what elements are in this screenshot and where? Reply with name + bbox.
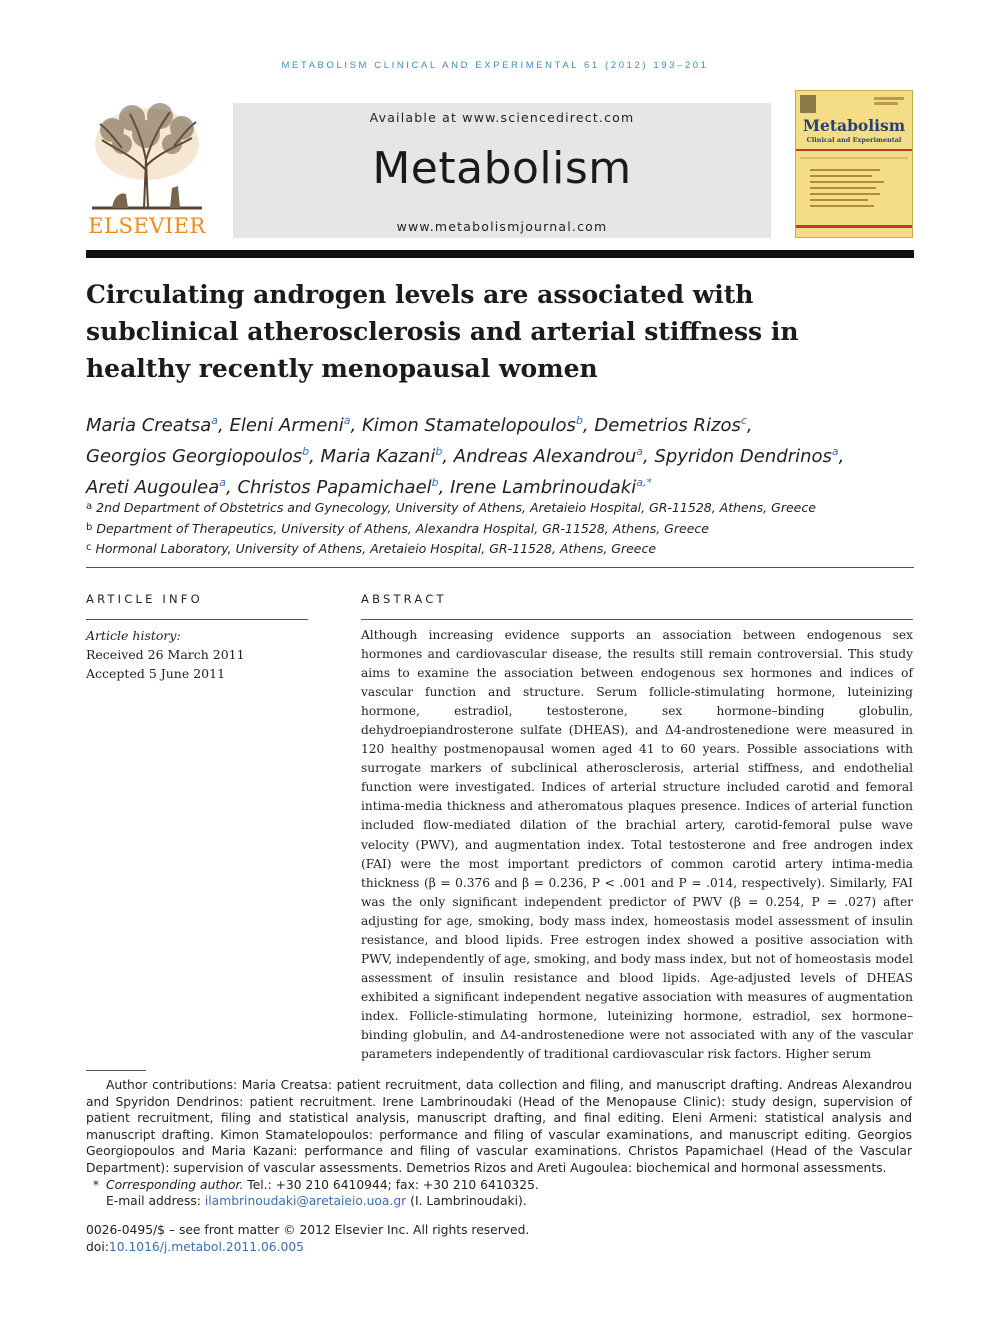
author-separator: , [218,415,230,436]
footnotes [86,1077,912,1210]
affiliation-marker: b [86,521,93,533]
received-date: Received 26 March 2011 [86,647,245,662]
author[interactable] [86,415,229,436]
affiliation [86,538,916,559]
copyright-line: 0026-0495/$ – see front matter © 2012 Elsevier Inc. All rights reserved. [86,1223,530,1237]
author-separator: , [309,446,321,467]
author-name: Georgios Georgiopoulos [86,446,303,467]
journal-cover [795,90,913,238]
cover-decoration [796,91,912,237]
article-info-rule [86,619,308,620]
header-rule [86,250,914,258]
author-separator: , [838,446,845,467]
author-separator: , [226,477,238,498]
cover-title: Metabolism [802,116,906,135]
affiliation-mark[interactable]: a [636,445,643,458]
author[interactable] [594,415,752,436]
author[interactable] [450,477,652,498]
author-separator: , [582,415,595,436]
corresponding-author-note [86,1177,912,1194]
author-separator: , [442,446,454,467]
affiliation-mark[interactable]: a [211,414,219,427]
author-separator: , [643,446,655,467]
affiliation-mark[interactable]: a [831,445,839,458]
author[interactable] [86,446,321,467]
abstract-text: Although increasing evidence supports an association between endogenous sex hormones and cardiovascular disease, the results still remain controversial. This study aims to examine the association between endogenous sex hormones and indices of vascular function and structure. Serum follicle-stimulating hormone, luteinizing hormone, estradiol, testosterone, sex hormone–binding globulin, dehydroepiandrosterone sulfate (DHEAS), and Δ4-androstenedione were measured in 120 healthy postmenopausal women aged 41 to 60 years. Possible associations with surrogate markers of subclinical atherosclerosis, arterial stiffness, and endothelial function were investigated. Indices of arterial structure included carotid and femoral intima-media thickness and atheromatous plaques presence. Indices of arterial function included flow-mediated dilation of the brachial artery, carotid-femoral pulse wave velocity (PWV), and augmentation index. Total testosterone and free androgen index (FAI) were the most important predictors of common carotid artery intima-media thickness (β = 0.376 and β = 0.236, P < .001 and P = .014, respectively). Similarly, FAI was the only significant independent predictor of PWV (β = 0.254, P = .027) after adjusting for age, smoking, body mass index, homeostasis model assessment of insulin resistance, and blood lipids. Free estrogen index showed a positive association with PWV, independently of age, smoking, and body mass index, but not of homeostasis model assessment of insulin resistance and blood lipids. Age-adjusted levels of DHEAS exhibited a significant independent negative association with measures of augmentation index. Follicle-stimulating hormone, luteinizing hormone, estradiol, sex hormone–binding globulin, and Δ4-androstenedione were not associated with any of the vascular parameters independently of traditional cardiovascular risk factors. Higher serum [361,628,913,1062]
journal-name: Metabolism [372,143,632,194]
article-info-heading: ARTICLE INFO [86,592,203,606]
abstract-heading: ABSTRACT [361,592,447,606]
author[interactable] [237,477,450,498]
corresponding-mark: * [92,1177,100,1192]
article-title: Circulating androgen levels are associated with subclinical atherosclerosis and arterial stiffness in healthy recently menopausal women [86,280,799,383]
cover-subtitle: Clinical and Experimental [806,136,902,144]
author-name: Andreas Alexandrou [453,446,637,467]
email-owner: (I. Lambrinoudaki). [410,1194,527,1209]
copyright-block [86,1222,686,1256]
affiliation [86,497,916,518]
article-history [86,626,308,683]
author[interactable] [654,446,844,467]
phone-fax: Tel.: +30 210 6410944; fax: +30 210 6410325. [247,1177,539,1192]
available-at-text: Available at www.sciencedirect.com [369,110,635,125]
affiliation-mark[interactable]: a,* [636,476,652,489]
author[interactable] [86,477,237,498]
author-name: Christos Papamichael [237,477,432,498]
affiliation-mark[interactable]: b [575,414,583,427]
author-separator: , [350,415,362,436]
author-contributions [86,1077,912,1177]
elsevier-tree-icon [82,100,212,212]
affiliation-text: 2nd Department of Obstetrics and Gynecology, University of Athens, Aretaieio Hospital, GR-11528, Athens, Greece [96,500,816,515]
affiliation-list [86,497,916,559]
affiliation-mark[interactable]: a [219,476,226,489]
author-name: Kimon Stamatelopoulos [361,415,576,436]
running-head: METABOLISM CLINICAL AND EXPERIMENTAL 61 (2012) 193–201 [281,60,709,71]
author-separator: , [746,415,753,436]
affiliation-mark[interactable]: a [343,414,351,427]
history-label: Article history: [86,628,181,643]
affiliation-marker: a [86,501,93,512]
doi-link[interactable]: 10.1016/j.metabol.2011.06.005 [108,1240,304,1254]
elsevier-wordmark: ELSEVIER [88,214,206,238]
author-separator: , [438,477,451,498]
author[interactable] [229,415,362,436]
affiliation-text: Department of Therapeutics, University of Athens, Alexandra Hospital, GR-11528, Athens, Greece [96,520,709,536]
affiliation-mark[interactable]: b [431,476,439,489]
doi-label: doi: [86,1240,109,1254]
affiliation-text: Hormonal Laboratory, University of Athens, Aretaieio Hospital, GR-11528, Athens, Greece [95,541,657,556]
corresponding-label: Corresponding author. [106,1177,244,1192]
author-name: Irene Lambrinoudaki [450,477,637,498]
accepted-date: Accepted 5 June 2011 [86,666,226,681]
author-name: Spyridon Dendrinos [654,446,832,467]
author[interactable] [454,446,655,467]
author[interactable] [362,415,594,436]
author-name: Eleni Armeni [229,415,344,436]
affiliation-mark[interactable]: c [740,414,747,427]
email-link[interactable]: ilambrinoudaki@aretaieio.uoa.gr [204,1194,407,1209]
author-name: Maria Creatsa [86,415,212,436]
author-name: Demetrios Rizos [594,415,741,436]
affiliation-marker: c [86,542,92,553]
email-note [86,1193,912,1210]
author-name: Maria Kazani [320,446,436,467]
author-list [86,408,916,501]
section-rule [86,567,914,568]
abstract-rule [361,619,913,620]
footnote-rule [86,1070,146,1071]
journal-url[interactable]: www.metabolismjournal.com [396,219,608,234]
doi-line [86,1239,686,1256]
author[interactable] [321,446,454,467]
email-label: E-mail address: [106,1194,201,1209]
affiliation-mark[interactable]: b [435,445,443,458]
author-name: Areti Augoulea [86,477,220,498]
contributions-text: Author contributions: Maria Creatsa: patient recruitment, data collection and filing, and manuscript drafting. Andreas Alexandrou and Spyridon Dendrinos: patient recruitment. Irene Lambrinoudaki (Head of the Menopause Clinic): study design, supervision of patient recruitment, filing and statistical analysis, manuscript drafting, and final editing. Eleni Armeni: statistical analysis and manuscript drafting. Kimon Stamatelopoulos: performance and filing of vascular examinations, and manuscript editing. Georgios Georgiopoulos and Maria Kazani: performance and filing of vascular examinations. Christos Papamichael (Head of the Vascular Department): supervision of vascular assessments. Demetrios Rizos and Areti Augoulea: biochemical and hormonal assessments. [86,1078,912,1175]
affiliation-mark[interactable]: b [302,445,310,458]
affiliation [86,518,916,539]
